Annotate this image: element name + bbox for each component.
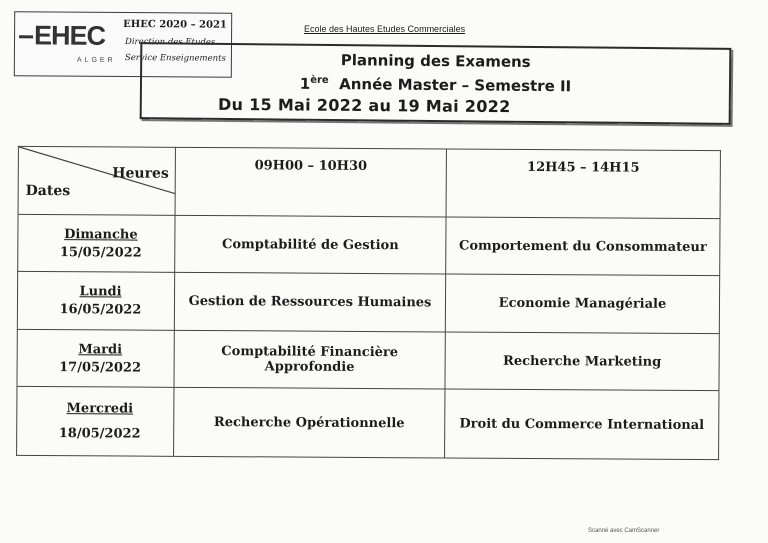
day-name: Mardi bbox=[78, 341, 123, 358]
table-row bbox=[17, 329, 719, 391]
corner-cell bbox=[18, 146, 175, 215]
date-cell bbox=[18, 214, 175, 272]
date-cell bbox=[17, 272, 174, 330]
exam-schedule-table bbox=[16, 146, 720, 460]
table-header-row bbox=[18, 146, 720, 218]
dates-label: Dates bbox=[25, 182, 71, 200]
logo-city: ALGER bbox=[76, 56, 116, 64]
day-date: 17/05/2022 bbox=[59, 359, 142, 376]
scanner-watermark: Scanné avec CamScanner bbox=[588, 528, 660, 534]
day-date: 16/05/2022 bbox=[59, 302, 142, 318]
day-date: 15/05/2022 bbox=[59, 244, 142, 261]
slot-header: 12H45 – 14H15 bbox=[446, 149, 720, 219]
exam-cell: Gestion de Ressources Humaines bbox=[174, 273, 445, 332]
table-row bbox=[18, 214, 720, 276]
exam-cell: Economie Managériale bbox=[445, 274, 719, 333]
exam-cell: Recherche Opérationnelle bbox=[174, 388, 445, 458]
day-name: Lundi bbox=[79, 284, 122, 300]
date-cell bbox=[17, 387, 174, 457]
date-cell bbox=[17, 329, 174, 387]
program-title: 1ère Année Master – Semestre II bbox=[299, 74, 572, 96]
logo-year: EHEC 2020 – 2021 bbox=[123, 19, 227, 31]
exam-cell: Comptabilité de Gestion bbox=[175, 215, 446, 274]
slot-header: 09H00 – 10H30 bbox=[175, 147, 446, 217]
exam-cell: Comportement du Consommateur bbox=[446, 217, 720, 276]
hours-label: Heures bbox=[112, 165, 169, 182]
day-name: Dimanche bbox=[64, 226, 138, 243]
exam-cell: Recherche Marketing bbox=[445, 332, 719, 391]
school-name: Ecole des Hautes Etudes Commerciales bbox=[304, 24, 466, 34]
table-row bbox=[17, 387, 719, 460]
day-date: 18/05/2022 bbox=[58, 426, 141, 442]
logo-direction: Direction des Etudes bbox=[124, 37, 216, 48]
logo-service: Service Enseignements bbox=[124, 53, 226, 64]
table-row bbox=[17, 272, 719, 334]
exam-cell: Droit du Commerce International bbox=[445, 389, 719, 459]
document-title: Planning des Examens bbox=[340, 51, 531, 71]
exam-period: Du 15 Mai 2022 au 19 Mai 2022 bbox=[217, 94, 511, 117]
ehec-logo: EHEC bbox=[19, 20, 105, 52]
day-name: Mercredi bbox=[66, 401, 134, 417]
exam-cell: Comptabilité Financière Approfondie bbox=[174, 330, 445, 389]
